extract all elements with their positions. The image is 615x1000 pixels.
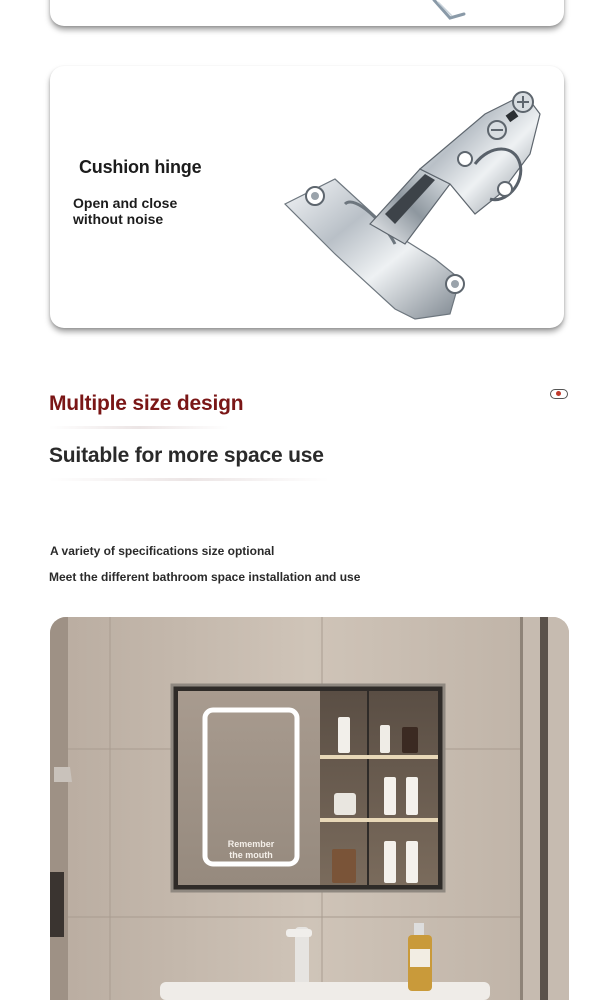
size-heading: Multiple size design [49, 392, 244, 415]
mirror-text-line-2: the mouth [229, 850, 273, 860]
hinge-title: Cushion hinge [79, 157, 202, 177]
hinge-description: Open and close without noise [73, 195, 178, 227]
hinge-image [275, 74, 545, 324]
spec-line-2: Meet the different bathroom space installation and use [49, 570, 361, 584]
bathroom-scene [50, 617, 569, 1000]
spec-line-1: A variety of specifications size optional [50, 544, 275, 558]
toggle-indicator-icon [550, 389, 568, 399]
size-subheading: Suitable for more space use [49, 444, 324, 467]
feature-card-top [50, 0, 564, 26]
mirror-text [216, 839, 286, 861]
decorative-divider [49, 426, 229, 429]
decorative-divider [49, 478, 329, 481]
feature-card-hinge [50, 66, 564, 328]
hardware-image [420, 0, 480, 28]
mirror-text-line-1: Remember [227, 839, 275, 849]
mirror-cabinet-photo [50, 617, 569, 1000]
